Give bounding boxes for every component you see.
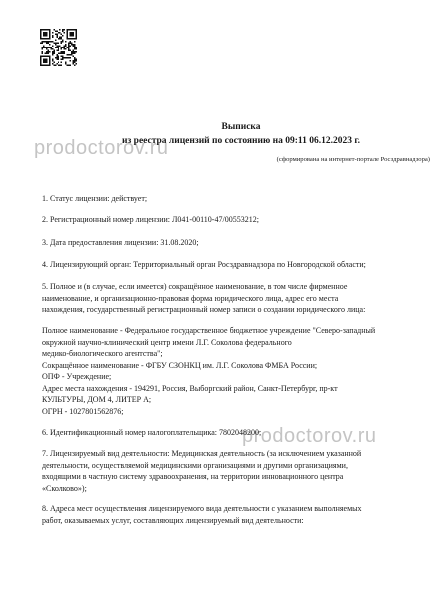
document-title: Выписка [221,122,261,132]
organization-details [42,325,414,417]
text-line: 8. Адреса мест осуществления лицензируемого вида деятельности с указанием выполняемых [42,504,362,513]
text-line: наименование, и организационно-правовая форма юридического лица, адрес его места [42,293,339,303]
document-subtitle: из реестра лицензий по состоянию на 09:11 06.12.2023 г. [122,136,360,146]
taxpayer-id: 6. Идентификационный номер налогоплательщика: 7802048200; [42,428,262,437]
text-line: Полное наименование - Федеральное государственное бюджетное учреждение "Северо-западный [42,326,376,335]
text-line: окружной научно-клинический центр имени Л.Г. Соколова федерального [42,337,292,347]
text-line: «Сколково»); [42,483,87,493]
licensing-authority: 4. Лицензирующий орган: Территориальный орган Росздравнадзора по Новгородской области; [42,260,366,269]
text-line: нахождения, государственный регистрационный номер записи о создании юридического лица: [42,305,366,314]
text-line: деятельности, осуществляемой медицинскими организациями и другими организациями, [42,460,348,470]
watermark: prodoctorov.ru [242,425,377,447]
paragraph-5 [42,281,414,316]
text-line: работ, оказываемых услуг, составляющих лицензируемый вид деятельности: [42,515,304,525]
text-line: медико-биологического агентства"; [42,349,163,358]
portal-note: (сформирована на интернет-портале Росздравнадзора) [276,156,430,163]
paragraph-7 [42,448,414,494]
license-status: 1. Статус лицензии: действует; [42,194,148,203]
text-line: ОГРН - 1027801562876; [42,406,124,416]
qr-code-icon [40,29,77,66]
text-line: входящими в частную систему здравоохранения, на территории инновационного центра [42,472,344,481]
text-line: КУЛЬТУРЫ, ДОМ 4, ЛИТЕР А; [42,395,152,404]
text-line: Сокращённое наименование - ФГБУ СЗОНКЦ им. Л.Г. Соколова ФМБА России; [42,360,318,370]
text-line: 7. Лицензируемый вид деятельности: Медицинская деятельность (за исключением указанной [42,449,362,458]
license-reg-number: 2. Регистрационный номер лицензии: Л041-00110-47/00553212; [42,215,259,224]
text-line: ОПФ - Учреждение; [42,372,112,381]
text-line: Адрес места нахождения - 194291, Россия, Выборгский район, Санкт-Петербург, пр-кт [42,383,338,393]
paragraph-8 [42,503,414,526]
watermark: prodoctorov.ru [34,137,169,159]
license-date: 3. Дата предоставления лицензии: 31.08.2020; [42,238,199,247]
text-line: 5. Полное и (в случае, если имеется) сокращённое наименование, в том числе фирменное [42,282,348,291]
